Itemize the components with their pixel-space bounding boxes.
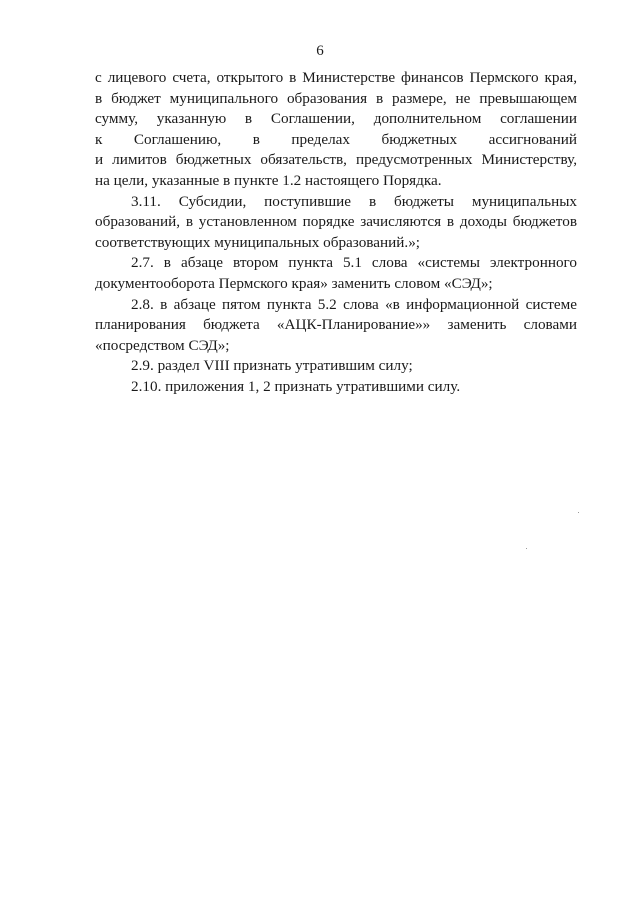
text-line: образований, в установленном порядке зачисляются в доходы бюджетов — [95, 213, 577, 231]
text-line: соответствующих муниципальных образований.»; — [95, 233, 421, 251]
scan-speck — [578, 512, 579, 513]
paragraph-subsidy-transfer — [95, 68, 577, 192]
text-line: в бюджет муниципального образования в размере, не превышающем — [95, 89, 577, 107]
paragraph-2-10 — [95, 377, 577, 398]
text-line: 2.10. приложения 1, 2 признать утратившими силу. — [131, 377, 461, 395]
paragraph-2-7 — [95, 253, 577, 294]
text-line: планирования бюджета «АЦК-Планирование»» заменить словами — [95, 316, 577, 334]
text-line: и лимитов бюджетных обязательств, предусмотренных Министерству, — [95, 151, 577, 169]
text-line: 2.8. в абзаце пятом пункта 5.2 слова «в информационной системе — [131, 295, 577, 313]
text-line: к Соглашению, в пределах бюджетных ассигнований — [95, 130, 577, 148]
text-line: сумму, указанную в Соглашении, дополнительном соглашении — [95, 110, 577, 128]
paragraph-2-9 — [95, 356, 577, 377]
text-line: документооборота Пермского края» заменить словом «СЭД»; — [95, 274, 493, 292]
paragraph-2-8 — [95, 295, 577, 357]
document-body — [95, 68, 577, 398]
text-line: 3.11. Субсидии, поступившие в бюджеты муниципальных — [131, 192, 577, 210]
text-line: с лицевого счета, открытого в Министерстве финансов Пермского края, — [95, 69, 577, 86]
text-line: «посредством СЭД»; — [95, 336, 230, 354]
text-line: 2.7. в абзаце втором пункта 5.1 слова «системы электронного — [131, 254, 577, 272]
text-line: на цели, указанные в пункте 1.2 настоящего Порядка. — [95, 171, 442, 189]
page-number: 6 — [316, 43, 324, 59]
text-line: 2.9. раздел VIII признать утратившим силу; — [131, 357, 413, 375]
scan-speck — [526, 548, 527, 549]
paragraph-3-11 — [95, 192, 577, 254]
